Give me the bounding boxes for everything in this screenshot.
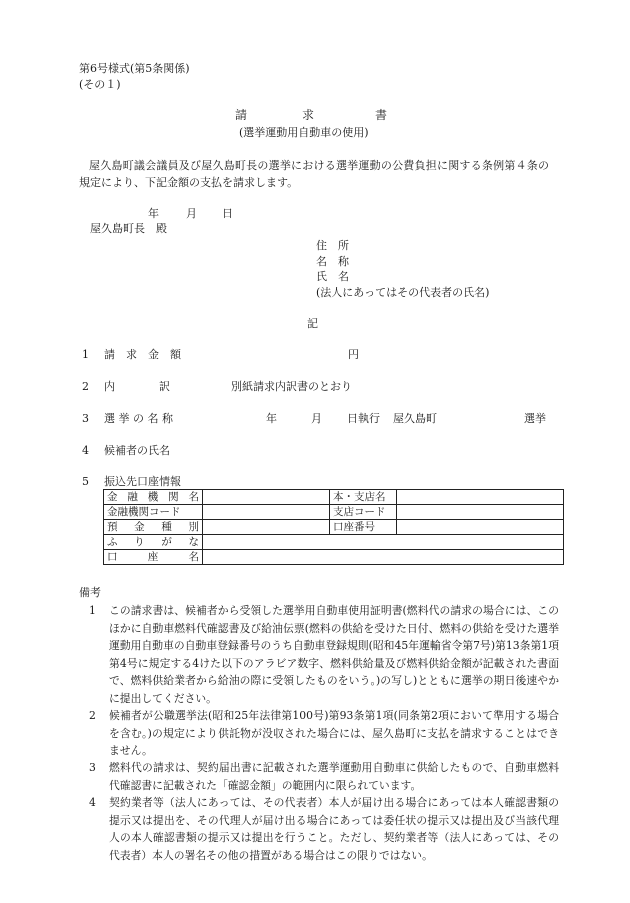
addressee: 屋久島町長 殿: [90, 222, 167, 235]
date-month: 月: [186, 207, 197, 220]
bank-code-label: 金融機関コード: [104, 505, 203, 520]
bank-name-field[interactable]: [203, 490, 330, 505]
item-number: 5: [82, 475, 89, 488]
table-row: [104, 550, 564, 565]
title-char-2: 求: [302, 108, 315, 122]
election-day: 日執行: [347, 412, 380, 425]
remark-number: 1: [89, 604, 96, 617]
claimant-person-label: 氏 名: [316, 270, 349, 283]
ki-heading: 記: [307, 317, 318, 330]
remark-number: 4: [89, 796, 96, 809]
furigana-label: ふ り が な: [104, 535, 203, 550]
bank-code-field[interactable]: [203, 505, 330, 520]
remarks-heading: 備考: [79, 586, 101, 599]
bank-account-table: [103, 489, 564, 565]
remark-item: [79, 707, 559, 760]
table-row: [104, 505, 564, 520]
branch-name-field[interactable]: [397, 490, 564, 505]
remark-text: 候補者が公職選挙法(昭和25年法律第100号)第93条第1項(同条第2項において準用する場合を含む。)の規定により供託物が没収された場合には、屋久島町に支払を請求することはできません。: [109, 709, 559, 757]
item-value-breakdown: 別紙請求内訳書のとおり: [231, 380, 352, 393]
item-number: 4: [82, 444, 89, 457]
item-number: 2: [82, 380, 89, 393]
intro-paragraph: 屋久島町議会議員及び屋久島町長の選挙における選挙運動の公費負担に関する条例第４条の規定により、下記金額の支払を請求します。: [79, 159, 549, 189]
claimant-address-label: 住 所: [316, 239, 349, 252]
item-label-election-name: 選 挙 の 名 称: [104, 412, 173, 425]
form-number: 第6号様式(第5条関係): [79, 62, 190, 75]
title-char-3: 書: [375, 108, 388, 122]
bank-name-label: 金 融 機 関 名: [104, 490, 203, 505]
item-number: 1: [82, 348, 89, 361]
remark-item: [79, 759, 559, 794]
election-year: 年: [266, 412, 277, 425]
table-row: [104, 520, 564, 535]
title-char-1: 請: [235, 108, 248, 122]
deposit-type-field[interactable]: [203, 520, 330, 535]
branch-code-label: 支店コード: [330, 505, 397, 520]
remark-number: 2: [89, 709, 96, 722]
election-town: 屋久島町: [393, 412, 437, 425]
branch-code-field[interactable]: [397, 505, 564, 520]
branch-name-label: 本・支店名: [330, 490, 397, 505]
table-row: [104, 490, 564, 505]
claimant-representative-note: (法人にあってはその代表者の氏名): [316, 286, 490, 299]
furigana-field[interactable]: [203, 535, 564, 550]
deposit-type-label: 預 金 種 別: [104, 520, 203, 535]
date-day: 日: [222, 207, 233, 220]
table-row: [104, 535, 564, 550]
remark-item: [79, 602, 559, 707]
remark-text: 燃料代の請求は、契約届出書に記載された選挙運動用自動車に供給したもので、自動車燃料代確認書に記載された「確認金額」の範囲内に限られています。: [109, 761, 559, 792]
item-label-amount: 請 求 金 額: [104, 348, 181, 361]
remark-text: 契約業者等（法人にあっては、その代表者）本人が届け出る場合にあっては本人確認書類の提示又は提出を、その代理人が届け出る場合にあっては委任状の提示又は提出及び当該代理人の本人確認書類の提示又は提出を行うこと。ただし、契約業者等（法人にあっては、その代表者）本人の署名その他の措置がある場合はこの限りではない。: [109, 796, 559, 862]
item-number: 3: [82, 412, 89, 425]
account-holder-field[interactable]: [203, 550, 564, 565]
account-holder-label: 口 座 名: [104, 550, 203, 565]
account-number-field[interactable]: [397, 520, 564, 535]
claimant-name-label: 名 称: [316, 255, 349, 268]
remark-text: この請求書は、候補者から受領した選挙用自動車使用証明書(燃料代の請求の場合には、このほかに自動車燃料代確認書及び給油伝票(燃料の供給を受けた日付、燃料の供給を受けた選挙運動用自動車の自動車登録番号のうち自動車登録規則(昭和45年運輸省令第7号)第13条第1項第4号に規定する4けた以下のアラビア数字、燃料供給量及び燃料供給金額が記載された書面で、燃料供給業者から給油の際に受領したものをいう。)の写し)とともに選挙の期日後速やかに提出してください。: [109, 604, 559, 705]
remark-number: 3: [89, 761, 96, 774]
account-number-label: 口座番号: [330, 520, 397, 535]
item-value-yen: 円: [348, 348, 359, 361]
item-label-breakdown: 内 訳: [104, 380, 170, 393]
election-suffix: 選挙: [524, 412, 546, 425]
date-year: 年: [148, 207, 159, 220]
item-label-bank-info: 振込先口座情報: [104, 475, 181, 488]
election-month: 月: [311, 412, 322, 425]
item-label-candidate: 候補者の氏名: [104, 444, 170, 457]
document-subtitle: (選挙運動用自動車の使用): [239, 126, 369, 139]
form-sub-number: (その１): [79, 78, 121, 91]
remark-item: [79, 794, 559, 864]
